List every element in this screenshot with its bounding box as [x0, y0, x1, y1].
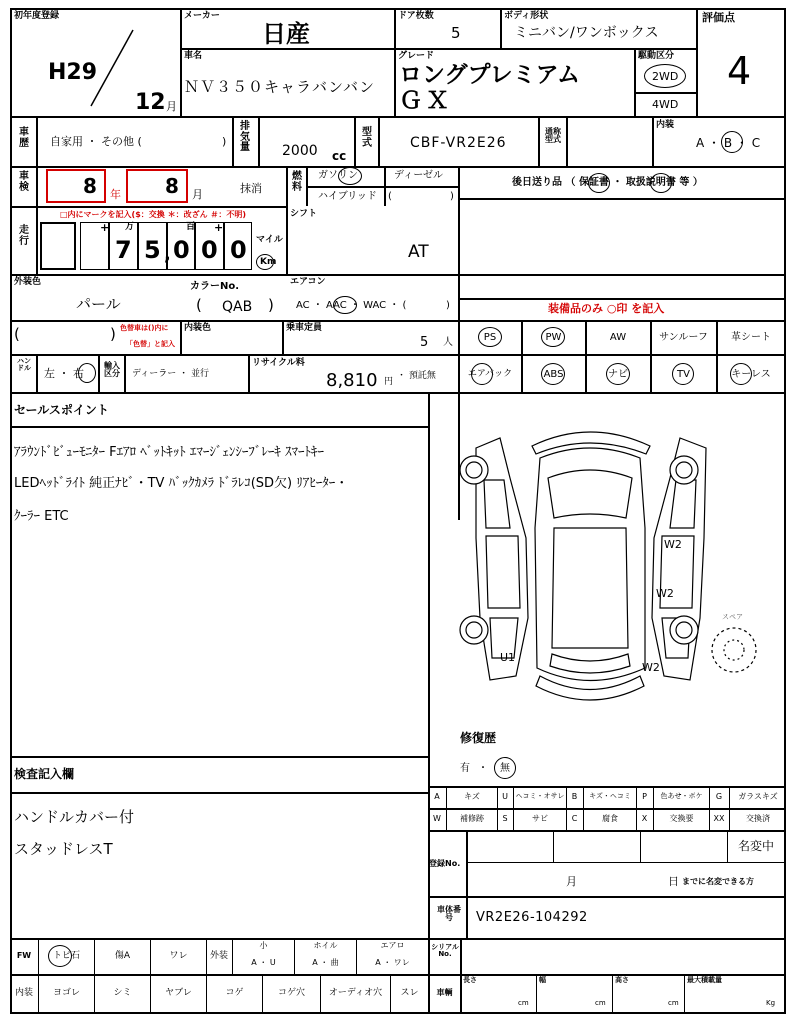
- divider: [428, 394, 430, 938]
- divider: [10, 274, 786, 276]
- notes-line: ハンドルカバー付: [14, 808, 135, 826]
- drive-label: 駆動区分: [638, 51, 675, 61]
- color-code-label: カラーNo.: [190, 281, 240, 292]
- equip-navi-circle: [606, 363, 630, 385]
- dim-label: 車輌: [436, 988, 453, 997]
- mileage-mark-box: [40, 222, 76, 270]
- fuel-label: 燃料: [292, 171, 302, 193]
- docs-line: 後日送り品 （ 保証書 ・ 取扱説明書 等 ）: [512, 177, 703, 188]
- bottom-ext-label: 外装: [209, 951, 228, 961]
- equip-pw: PW: [545, 332, 562, 343]
- fuel-other: (: [388, 191, 392, 202]
- first-reg-label: 初年度登録: [14, 11, 60, 21]
- common-type-label: 通称型式: [545, 127, 561, 145]
- shift-label: シフト: [290, 209, 318, 219]
- equip-abs-circle: [541, 363, 565, 385]
- sales-line: LEDﾍｯﾄﾞﾗｲﾄ 純正ﾅﾋﾞ・TV ﾊﾞｯｸｶﾒﾗ ﾄﾞﾗﾚｺ(SD欠) ﾘｱﾋｰﾀｰ・: [14, 476, 349, 491]
- import-label: 輸入区分: [104, 361, 120, 379]
- divider: [378, 118, 380, 166]
- fuel-diesel: ディーゼル: [394, 170, 443, 181]
- inspection-year-unit: 年: [110, 188, 121, 201]
- divider: [282, 320, 284, 354]
- equip-tv: TV: [677, 369, 690, 380]
- divider: [536, 974, 537, 1014]
- divider: [10, 938, 786, 940]
- bottom-item: ヤブレ: [165, 988, 192, 998]
- bottom-item: ヨゴレ: [52, 988, 80, 998]
- maker-label: メーカー: [184, 11, 220, 21]
- color-code-close: ): [268, 296, 274, 314]
- mileage-comma: ,: [164, 244, 171, 265]
- repair-sep: ・: [478, 763, 488, 774]
- int-paren-open: (: [14, 325, 20, 343]
- grade-line2: ＧＸ: [399, 88, 453, 114]
- bottom-small-label: 小: [259, 941, 268, 950]
- vin-label: 車体番号: [437, 905, 461, 923]
- legend-code: C: [571, 814, 578, 823]
- bottom-item: 傷A: [114, 951, 131, 961]
- interior-b-circle: [721, 131, 743, 153]
- inspection-cancel: 抹消: [240, 182, 262, 195]
- usage-label: 車歴: [19, 127, 29, 149]
- length-label: 長さ: [463, 976, 477, 984]
- divider: [696, 8, 698, 116]
- divider: [248, 356, 250, 392]
- divider: [180, 48, 696, 50]
- bottom-item: コゲ: [225, 988, 244, 998]
- car-diagram: [440, 418, 780, 718]
- mileage-digit: 7: [115, 236, 132, 264]
- bottom-small-value: A ・ U: [251, 958, 276, 967]
- divider: [10, 974, 428, 976]
- legend-desc: 補修跡: [460, 814, 484, 823]
- first-reg-month: 12: [135, 90, 166, 115]
- inspection-year-box: [46, 169, 106, 203]
- ac-aac-circle: [333, 296, 357, 314]
- fuel-other-close: ): [450, 191, 454, 202]
- interior-grades: A ・ B ・ C: [696, 136, 761, 150]
- divider: [180, 8, 182, 116]
- bottom-item: ワレ: [169, 951, 188, 961]
- legend-code: X: [641, 814, 648, 823]
- sales-title: セールスポイント: [14, 403, 109, 417]
- color-code-open: (: [196, 296, 202, 314]
- usage-close: ): [222, 135, 227, 148]
- mileage-km-circle: [256, 254, 277, 270]
- legend-desc: 交換済: [746, 814, 770, 823]
- seats-unit: 人: [443, 337, 453, 348]
- recycle-value: 8,810: [326, 370, 378, 391]
- inspection-month: 8: [165, 174, 179, 198]
- divider: [10, 792, 428, 794]
- divider: [10, 116, 786, 118]
- shift-value: AT: [408, 242, 429, 262]
- divider: [36, 356, 38, 392]
- legend-code: W: [433, 814, 441, 823]
- divider: [612, 974, 613, 1014]
- divider: [10, 206, 286, 208]
- body-label: ボディ形状: [504, 11, 549, 21]
- serial-label: シリアルNo.: [431, 943, 459, 959]
- divider: [458, 198, 786, 200]
- bottom-int-label: 内装: [14, 988, 33, 998]
- disp-label: 排気量: [240, 121, 250, 153]
- bottom-fw: FW: [16, 951, 32, 960]
- equip-airbag: エアバック: [467, 369, 513, 379]
- drive-2wd-circle: [644, 64, 686, 88]
- docs-warranty-circle: [588, 173, 610, 193]
- repair-no: 無: [500, 763, 510, 774]
- equip-aw: AW: [609, 332, 627, 343]
- recycle-unit: 円: [384, 377, 394, 387]
- model-name-value: ＮＶ３５０キャラバンバン: [184, 78, 375, 96]
- damage-mark: U1: [500, 651, 516, 664]
- damage-mark: W2: [642, 661, 660, 674]
- divider: [10, 320, 786, 322]
- recycle-label: リサイクル料: [252, 358, 305, 368]
- equip-pw-circle: [541, 327, 565, 347]
- divider: [94, 938, 95, 1014]
- legend-code: XX: [713, 814, 725, 823]
- equip-airbag-circle: [471, 363, 493, 385]
- max-load-label: 最大積載量: [687, 976, 722, 984]
- mileage-digit: 0: [173, 236, 190, 264]
- bottom-chip-circle: [48, 945, 72, 967]
- ac-label: エアコン: [290, 277, 326, 287]
- handle-label: ハンドル: [17, 357, 31, 373]
- legend-desc: キズ: [464, 792, 480, 801]
- score-label: 評価点: [702, 11, 735, 24]
- divider: [10, 756, 428, 758]
- divider: [98, 356, 100, 392]
- max-load-unit: Kg: [766, 999, 776, 1007]
- bottom-item: オーディオ穴: [328, 988, 383, 998]
- divider: [585, 320, 587, 392]
- sales-line: ｱﾗｳﾝﾄﾞﾋﾞｭｰﾓﾆﾀｰ Fｴｱﾛ ﾍﾞｯﾄｷｯﾄ ｴﾏｰｼﾞｪﾝｼｰﾌﾞﾚｰｷ ｽﾏｰﾄｷｰ: [14, 445, 325, 460]
- divider: [634, 48, 636, 116]
- bottom-item: コゲ穴: [277, 988, 305, 998]
- legend-desc: 色あせ・ボケ: [660, 792, 703, 800]
- equip-ps: PS: [483, 332, 497, 343]
- bottom-item: スレ: [400, 988, 419, 998]
- model-name-label: 車名: [184, 51, 203, 61]
- mileage-plus-2: +: [214, 221, 224, 234]
- mileage-digit: 0: [230, 236, 247, 264]
- int-paren-close: ): [110, 325, 116, 343]
- mileage-unit-man: 万: [125, 222, 135, 232]
- mileage-digit: 0: [201, 236, 218, 264]
- ext-color-label: 外装色: [14, 277, 42, 287]
- interior-label: 内装: [656, 120, 675, 130]
- divider: [428, 938, 430, 1014]
- bottom-item: シミ: [113, 988, 132, 998]
- divider: [727, 830, 728, 862]
- bottom-wheel-label: ホイル: [313, 941, 338, 950]
- divider: [137, 222, 139, 270]
- legend-desc: 腐食: [602, 814, 618, 823]
- divider: [652, 118, 654, 166]
- divider: [180, 320, 182, 354]
- divider: [124, 356, 126, 392]
- paint-note-2: 「色替」と記入: [126, 340, 175, 348]
- notes-line: スタッドレスT: [14, 840, 113, 858]
- docs-manual-circle: [650, 173, 672, 193]
- equip-title: 装備品のみ ○印 を記入: [548, 302, 665, 315]
- bottom-aero-value: A ・ ワレ: [375, 958, 410, 967]
- fuel-gas-circle: [338, 167, 362, 185]
- seats-value: 5: [420, 335, 429, 350]
- handle-right-circle: [78, 363, 96, 383]
- doors-label: ドア枚数: [398, 11, 434, 21]
- divider: [36, 166, 38, 206]
- divider: [553, 830, 554, 862]
- doors-value: 5: [451, 24, 461, 42]
- legend-desc: ヘコミ・オサレ: [515, 792, 565, 800]
- date-slash: [85, 28, 135, 108]
- divider: [306, 186, 458, 188]
- divider: [521, 320, 523, 392]
- divider: [684, 974, 685, 1014]
- disp-unit: cc: [332, 149, 347, 163]
- divider: [634, 92, 696, 94]
- registration-day: 日: [668, 875, 679, 888]
- mileage-label: 走行: [19, 225, 29, 247]
- legend-desc: サビ: [532, 814, 548, 823]
- divider: [428, 786, 786, 788]
- bottom-item: トビ石: [52, 951, 80, 961]
- legend-code: A: [434, 792, 440, 801]
- divider: [354, 118, 356, 166]
- mileage-plus-1: +: [100, 221, 110, 234]
- divider: [466, 896, 468, 938]
- registration-deadline: までに名変できる方: [682, 877, 754, 886]
- legend-code: U: [502, 792, 508, 801]
- divider: [466, 830, 468, 896]
- divider: [640, 830, 641, 862]
- divider: [150, 938, 151, 1014]
- repair-label: 修復歴: [460, 731, 497, 745]
- divider: [428, 830, 786, 832]
- first-reg-month-unit: 月: [166, 100, 177, 113]
- drive-4wd: 4WD: [652, 98, 679, 111]
- divider: [650, 320, 652, 392]
- divider: [428, 808, 786, 810]
- divider: [538, 118, 540, 166]
- fuel-hybrid: ハイブリッド: [318, 191, 377, 202]
- ext-color-value: パール: [76, 295, 121, 313]
- mileage-km: Km: [260, 257, 277, 267]
- divider: [10, 392, 786, 394]
- int-color-label: 内装色: [184, 323, 212, 333]
- damage-mark: W2: [664, 538, 682, 551]
- divider: [10, 354, 786, 356]
- height-unit: cm: [668, 999, 679, 1007]
- divider: [36, 206, 38, 274]
- mileage-note: □内にマークを記入($：交換 ＊：改ざん ＃：不明): [60, 210, 247, 219]
- divider: [460, 938, 462, 1014]
- equip-abs: ABS: [543, 369, 564, 380]
- notes-title: 検査記入欄: [14, 767, 75, 781]
- divider: [206, 938, 207, 1014]
- deposit-value: ・ 預託無: [397, 371, 436, 381]
- damage-mark: W2: [656, 587, 674, 600]
- first-reg-year: H29: [48, 60, 98, 85]
- legend-code: G: [715, 792, 723, 801]
- equip-leather: 革シート: [731, 332, 771, 343]
- registration-label: 登録No.: [429, 859, 461, 868]
- body-value: ミニバン/ワンボックス: [514, 25, 659, 41]
- equip-navi: ナビ: [608, 369, 628, 380]
- divider: [36, 118, 38, 166]
- seats-label: 乗車定員: [286, 323, 323, 333]
- maker-value: 日産: [262, 20, 310, 48]
- legend-code: B: [571, 792, 578, 801]
- width-label: 幅: [539, 976, 546, 984]
- divider: [232, 118, 234, 166]
- divider: [38, 938, 39, 1014]
- ac-value: AC ・ AAC ・ WAC ・ (: [296, 300, 407, 311]
- divider: [428, 896, 786, 898]
- paint-note-1: 色替車は()内に: [120, 324, 169, 332]
- divider: [566, 118, 568, 166]
- equip-ps-circle: [478, 327, 502, 347]
- score-value: 4: [727, 49, 752, 93]
- bottom-wheel-value: A ・ 曲: [312, 958, 339, 967]
- grade-line1: ロングプレミアム: [399, 62, 581, 88]
- divider: [223, 222, 225, 270]
- legend-desc: 交換要: [669, 814, 694, 823]
- inspection-year: 8: [83, 174, 97, 198]
- divider: [286, 166, 288, 274]
- inspection-label: 車検: [19, 171, 29, 193]
- drive-2wd: 2WD: [652, 70, 679, 83]
- divider: [466, 862, 786, 863]
- type-label: 型式: [362, 127, 372, 149]
- inspection-month-unit: 月: [192, 188, 203, 201]
- equip-sunroof: サンルーフ: [659, 332, 708, 343]
- divider: [428, 974, 786, 976]
- spare-label: スペア: [722, 613, 743, 621]
- displacement-value: 2000: [282, 143, 318, 159]
- divider: [10, 426, 428, 428]
- height-label: 高さ: [615, 976, 629, 984]
- registration-month-unit: 月: [566, 875, 577, 888]
- divider: [716, 320, 718, 392]
- name-change: 名変中: [738, 839, 775, 853]
- divider: [500, 8, 502, 48]
- handle-value: 左 ・ 右: [44, 367, 84, 380]
- color-code-value: QAB: [222, 299, 253, 315]
- legend-code: S: [502, 814, 508, 823]
- sales-line: ｸｰﾗｰ ETC: [14, 509, 69, 524]
- divider: [384, 166, 386, 206]
- mileage-unit-hyaku: 百: [186, 222, 196, 232]
- legend-code: P: [642, 792, 647, 801]
- divider: [458, 298, 786, 300]
- legend-desc: ガラスキズ: [738, 792, 778, 801]
- divider: [394, 8, 396, 116]
- mileage-digit: 5: [144, 236, 161, 264]
- equip-tv-circle: [672, 363, 694, 385]
- width-unit: cm: [595, 999, 606, 1007]
- bottom-aero-label: エアロ: [380, 941, 405, 950]
- model-code: CBF-VR2E26: [410, 135, 507, 151]
- equip-keyless-circle: [730, 363, 752, 385]
- ac-close: ): [446, 300, 450, 311]
- repair-no-circle: [494, 757, 516, 779]
- divider: [10, 166, 786, 168]
- equip-keyless: キーレス: [731, 369, 771, 380]
- legend-desc: キズ・ヘコミ: [589, 792, 631, 800]
- grade-label: グレード: [398, 51, 435, 61]
- mileage-mile: マイル: [256, 235, 283, 245]
- repair-yes: 有: [460, 763, 470, 774]
- fuel-gas: ガソリン: [318, 170, 358, 181]
- length-unit: cm: [518, 999, 529, 1007]
- import-value: ディーラー ・ 並行: [132, 369, 210, 379]
- divider: [258, 118, 260, 166]
- usage-value: 自家用 ・ その他 (: [50, 135, 142, 148]
- vin-value: VR2E26-104292: [476, 910, 588, 925]
